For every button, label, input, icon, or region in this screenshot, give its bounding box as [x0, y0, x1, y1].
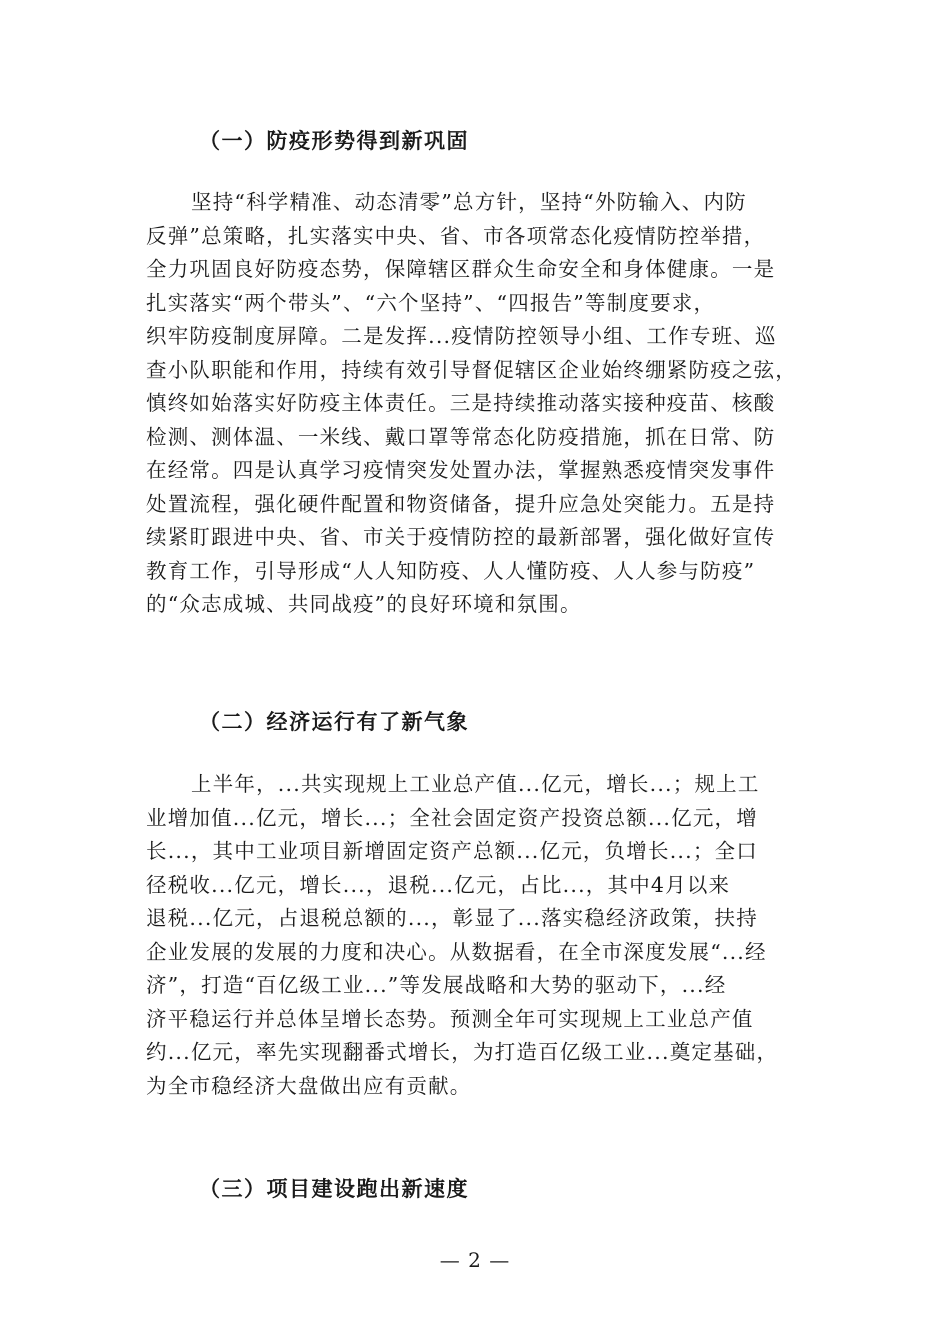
paragraph-line: 上半年，...共实现规上工业总产值...亿元，增长...；规上工 — [191, 772, 760, 796]
paragraph-line: 的“众志成城、共同战疫”的良好环境和氛围。 — [146, 592, 582, 616]
paragraph-line: 坚持“科学精准、动态清零”总方针，坚持“外防输入、内防 — [191, 190, 747, 214]
paragraph-line: 反弹”总策略，扎实落实中央、省、市各项常态化疫情防控举措， — [146, 223, 766, 248]
paragraph-line: 企业发展的发展的力度和决心。从数据看，在全市深度发展“...经 — [146, 939, 767, 964]
paragraph-line: 处置流程，强化硬件配置和物资储备，提升应急处突能力。五是持 — [146, 491, 776, 516]
section-1-paragraph — [146, 186, 826, 622]
paragraph-line: 业增加值...亿元，增长...；全社会固定资产投资总额...亿元，增 — [146, 805, 758, 830]
paragraph-line: 为全市稳经济大盘做出应有贡献。 — [146, 1073, 472, 1098]
paragraph-line: 在经常。四是认真学习疫情突发处置办法，掌握熟悉疫情突发事件 — [146, 458, 776, 482]
paragraph-line: 扎实落实“两个带头”、“六个坚持”、“四报告”等制度要求， — [146, 290, 716, 315]
section-2-paragraph — [146, 768, 826, 1103]
paragraph-line: 慎终如始落实好防疫主体责任。三是持续推动落实接种疫苗、核酸 — [146, 391, 776, 415]
paragraph-line: 查小队职能和作用，持续有效引导督促辖区企业始终绷紧防疫之弦， — [146, 357, 797, 382]
paragraph-line: 织牢防疫制度屏障。二是发挥...疫情防控领导小组、工作专班、巡 — [146, 324, 777, 348]
paragraph-line: 教育工作，引导形成“人人知防疫、人人懂防疫、人人参与防疫” — [146, 558, 756, 583]
page-number: — 2 — — [439, 1248, 511, 1272]
paragraph-line: 济平稳运行并总体呈增长态势。预测全年可实现规上工业总产值 — [146, 1006, 754, 1031]
paragraph-line: 退税...亿元，占退税总额的...，彰显了...落实稳经济政策，扶持 — [146, 906, 758, 930]
section-heading-2: （二）经济运行有了新气象 — [199, 710, 469, 734]
paragraph-line: 约...亿元，率先实现翻番式增长，为打造百亿级工业...奠定基础， — [146, 1040, 779, 1064]
section-heading-3: （三）项目建设跑出新速度 — [199, 1177, 469, 1201]
paragraph-line: 全力巩固良好防疫态势，保障辖区群众生命安全和身体健康。一是 — [146, 257, 776, 281]
section-heading-1: （一）防疫形势得到新巩固 — [199, 129, 469, 153]
paragraph-line: 续紧盯跟进中央、省、市关于疫情防控的最新部署，强化做好宣传 — [146, 525, 776, 549]
paragraph-line: 径税收...亿元，增长...，退税...亿元，占比...，其中4月以来 — [146, 872, 731, 897]
paragraph-line: 检测、测体温、一米线、戴口罩等常态化防疫措施，抓在日常、防 — [146, 424, 776, 449]
paragraph-line: 济”，打造“百亿级工业...”等发展战略和大势的驱动下，...经 — [146, 973, 727, 997]
paragraph-line: 长...，其中工业项目新增固定资产总额...亿元，负增长...；全口 — [146, 839, 758, 863]
